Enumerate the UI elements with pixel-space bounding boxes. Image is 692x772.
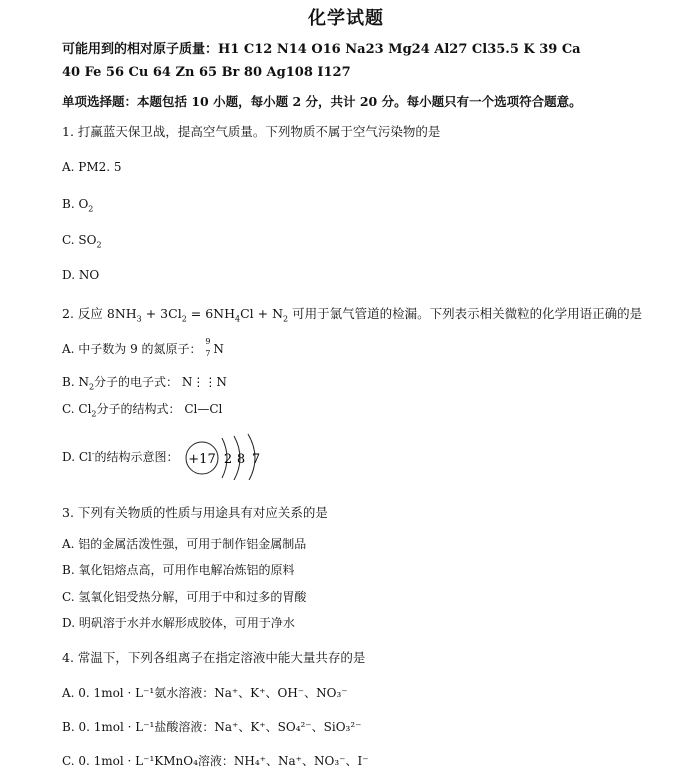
question-3-option-a: A. 铝的金属活泼性强，可用于制作铝金属制品 xyxy=(62,537,307,551)
question-1-stem: 1. 打赢蓝天保卫战，提高空气质量。下列物质不属于空气污染物的是 xyxy=(62,124,441,139)
question-2-option-a: A. 中子数为 9 的氮原子： 9 7 N xyxy=(62,336,224,358)
section-instruction: 单项选择题：本题包括 10 小题，每小题 2 分，共计 20 分。每小题只有一个选项符合题意。 xyxy=(62,94,582,109)
page-title: 化学试题 xyxy=(308,8,384,29)
shell-electrons-3: 7 xyxy=(251,452,261,467)
question-1-option-a: A. PM2. 5 xyxy=(62,160,122,174)
question-3-option-c: C. 氢氧化铝受热分解，可用于中和过多的胃酸 xyxy=(62,590,307,604)
question-2-option-d: D. Cl-的结构示意图： xyxy=(62,449,179,464)
question-4-option-c: C. 0. 1mol · L⁻¹KMnO₄溶液：NH₄⁺、Na⁺、NO₃⁻、I⁻ xyxy=(62,754,369,768)
atomic-number: 7 xyxy=(205,348,211,358)
mass-number: 9 xyxy=(205,336,211,346)
nucleus-charge: +17 xyxy=(188,452,216,467)
question-1-option-c: C. $SO_2$ xyxy=(62,233,102,250)
question-2-option-b: B. $N_2$分子的电子式： N⋮⋮N xyxy=(62,375,227,392)
chlorine-ion-structure-diagram xyxy=(178,428,278,480)
shell-electrons-2: 8 xyxy=(236,452,246,467)
question-4-option-a: A. 0. 1mol · L⁻¹氨水溶液：Na⁺、K⁺、OH⁻、NO₃⁻ xyxy=(62,686,348,700)
atomic-masses-line-1: 可能用到的相对原子质量：H1 C12 N14 O16 Na23 Mg24 Al27 Cl35.5 K 39 Ca xyxy=(62,42,581,57)
question-1-option-b: B. $O_2$ xyxy=(62,197,94,214)
question-3-option-d: D. 明矾溶于水并水解形成胶体，可用于净水 xyxy=(62,616,295,630)
question-4-option-b: B. 0. 1mol · L⁻¹盐酸溶液：Na⁺、K⁺、SO₄²⁻、SiO₃²⁻ xyxy=(62,720,362,734)
question-4-stem: 4. 常温下，下列各组离子在指定溶液中能大量共存的是 xyxy=(62,650,366,665)
shell-electrons-1: 2 xyxy=(223,452,233,467)
question-3-option-b: B. 氧化铝熔点高，可用作电解冶炼铝的原料 xyxy=(62,563,295,577)
question-1-option-d: D. NO xyxy=(62,268,100,282)
question-2-option-c: C. $Cl_2$分子的结构式： Cl—Cl xyxy=(62,402,223,419)
atomic-masses-line-2: 40 Fe 56 Cu 64 Zn 65 Br 80 Ag108 I127 xyxy=(62,65,351,80)
question-3-stem: 3. 下列有关物质的性质与用途具有对应关系的是 xyxy=(62,505,328,520)
question-2-stem: 2. 反应 $8NH_3 + 3Cl_2 = 6NH_4Cl + N_2$ 可用于氯气管道的检漏。下列表示相关微粒的化学用语正确的是 xyxy=(62,306,643,324)
